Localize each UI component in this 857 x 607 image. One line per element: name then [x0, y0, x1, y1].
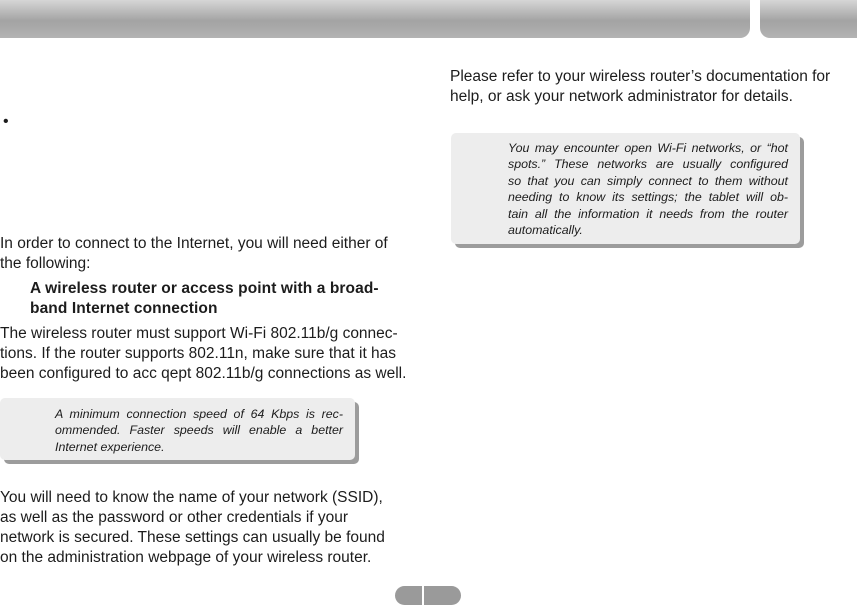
refer-line: Please refer to your wireless router’s documentation for [450, 68, 831, 85]
note-line: tain all the information it needs from the router [508, 206, 788, 221]
subheading-line: A wireless router or access point with a broad- [30, 280, 379, 297]
note-line: You may encounter open Wi-Fi networks, or “hot [508, 141, 788, 155]
note-line: so that you can simply connect to them without [508, 173, 788, 188]
network-line: on the administration webpage of your wireless router. [0, 549, 372, 566]
note-line: needing to know its settings; the tablet will ob- [508, 190, 788, 205]
hotspot-note-box [451, 133, 800, 244]
router-line: been configured to acc qept 802.11b/g connections as well. [0, 365, 407, 382]
header-bar [0, 0, 750, 38]
subheading-line: band Internet connection [30, 300, 218, 317]
network-line: You will need to know the name of your network (SSID), [0, 489, 383, 506]
network-line: network is secured. These settings can usually be found [0, 529, 385, 546]
router-paragraph [0, 324, 406, 384]
refer-paragraph [450, 67, 830, 107]
note-line: spots.” These networks are usually configured [508, 157, 788, 172]
network-paragraph [0, 488, 385, 568]
page-indicator-left [395, 586, 422, 605]
intro-line: In order to connect to the Internet, you will need either of [0, 235, 388, 252]
router-line: tions. If the router supports 802.11n, make sure that it has [0, 345, 397, 362]
header-tab [760, 0, 857, 38]
speed-note-box [0, 398, 355, 460]
router-subheading [30, 279, 379, 319]
network-line: as well as the password or other credentials if your [0, 509, 349, 526]
bullet-marker: • [3, 113, 9, 130]
note-line: A minimum connection speed of 64 Kbps is rec- [55, 407, 343, 421]
intro-line: the following: [0, 255, 91, 272]
hotspot-note-text [508, 140, 788, 238]
note-line: automatically. [508, 223, 583, 238]
speed-note-text [55, 406, 343, 455]
intro-paragraph [0, 234, 388, 274]
router-line: The wireless router must support Wi-Fi 802.11b/g connec- [0, 325, 398, 342]
refer-line: help, or ask your network administrator for details. [450, 88, 793, 105]
note-line: ommended. Faster speeds will enable a better [55, 423, 343, 438]
note-line: Internet experience. [55, 439, 165, 454]
page-indicator-right [424, 586, 461, 605]
